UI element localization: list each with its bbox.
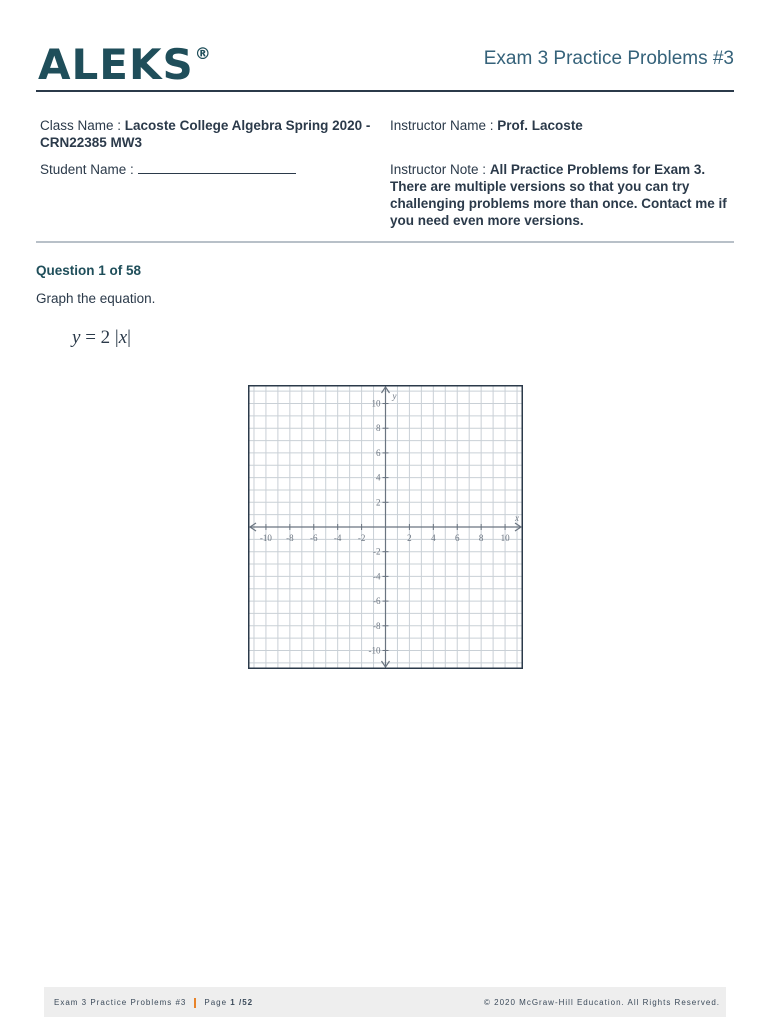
equation-variable: x — [118, 327, 128, 348]
y-tick-label: 6 — [376, 447, 381, 458]
student-name-label: Student Name : — [40, 162, 134, 177]
y-tick-label: -2 — [373, 546, 381, 557]
y-tick-label: -6 — [373, 596, 381, 607]
x-tick-label: -4 — [333, 533, 342, 543]
instructor-name-field — [390, 117, 735, 134]
footer-separator — [194, 998, 196, 1008]
x-tick-label: 6 — [454, 533, 460, 543]
instructor-note-field — [390, 161, 735, 229]
coordinate-grid — [248, 385, 523, 674]
footer-copyright: © 2020 McGraw-Hill Education. All Rights Reserved. — [484, 998, 720, 1007]
y-tick-label: 8 — [376, 423, 381, 434]
section-divider — [36, 241, 734, 243]
class-name-field — [40, 117, 385, 151]
footer-page-total: /52 — [238, 998, 254, 1008]
abs-left-bar: | — [114, 327, 119, 348]
header-divider — [36, 90, 734, 92]
footer-page-label: Page — [204, 998, 228, 1008]
x-tick-label: -6 — [310, 533, 318, 543]
x-tick-label: 10 — [500, 533, 510, 543]
logo-text: ALEKS — [38, 40, 194, 89]
student-name-field — [40, 161, 385, 178]
x-tick-label: -10 — [259, 533, 272, 543]
x-tick-label: 2 — [407, 533, 412, 543]
equation-coefficient: 2 — [100, 327, 111, 348]
document-title: Exam 3 Practice Problems #3 — [483, 48, 734, 69]
y-axis-label: y — [392, 391, 397, 401]
x-axis-label: x — [515, 513, 519, 523]
equation-equals: = — [85, 327, 96, 348]
equation — [72, 327, 131, 349]
instructor-note-label: Instructor Note : — [390, 162, 487, 177]
instructor-name-value: Prof. Lacoste — [497, 118, 583, 133]
instructor-name-label: Instructor Name : — [390, 118, 494, 133]
instructor-note-value: All Practice Problems for Exam 3. There are multiple versions so that you can try challenging problems more than once. Contact me if you need even more versions. — [390, 162, 727, 228]
x-tick-label: -8 — [286, 533, 294, 543]
x-tick-label: -2 — [357, 533, 366, 543]
y-tick-label: -10 — [368, 645, 381, 656]
aleks-logo — [38, 40, 212, 89]
footer-title: Exam 3 Practice Problems #3 — [54, 998, 187, 1008]
class-name-value: Lacoste College Algebra Spring 2020 - CRN22385 MW3 — [40, 118, 371, 150]
y-tick-label: 10 — [371, 398, 381, 409]
registered-mark: ® — [194, 44, 212, 63]
x-tick-label: 8 — [478, 533, 484, 543]
abs-right-bar: | — [127, 327, 131, 348]
page-footer — [44, 987, 726, 1017]
equation-lhs: y — [72, 327, 81, 348]
grid-svg — [248, 385, 523, 669]
x-tick-label: 4 — [431, 533, 436, 543]
y-tick-label: -4 — [373, 571, 381, 582]
y-tick-label: 4 — [376, 472, 381, 483]
question-heading: Question 1 of 58 — [36, 263, 142, 278]
footer-page-number: 1 — [230, 998, 236, 1008]
y-tick-label: -8 — [373, 620, 381, 631]
student-name-blank[interactable] — [138, 162, 296, 174]
y-tick-label: 2 — [376, 497, 381, 508]
class-name-label: Class Name : — [40, 118, 122, 133]
question-prompt: Graph the equation. — [36, 291, 156, 306]
